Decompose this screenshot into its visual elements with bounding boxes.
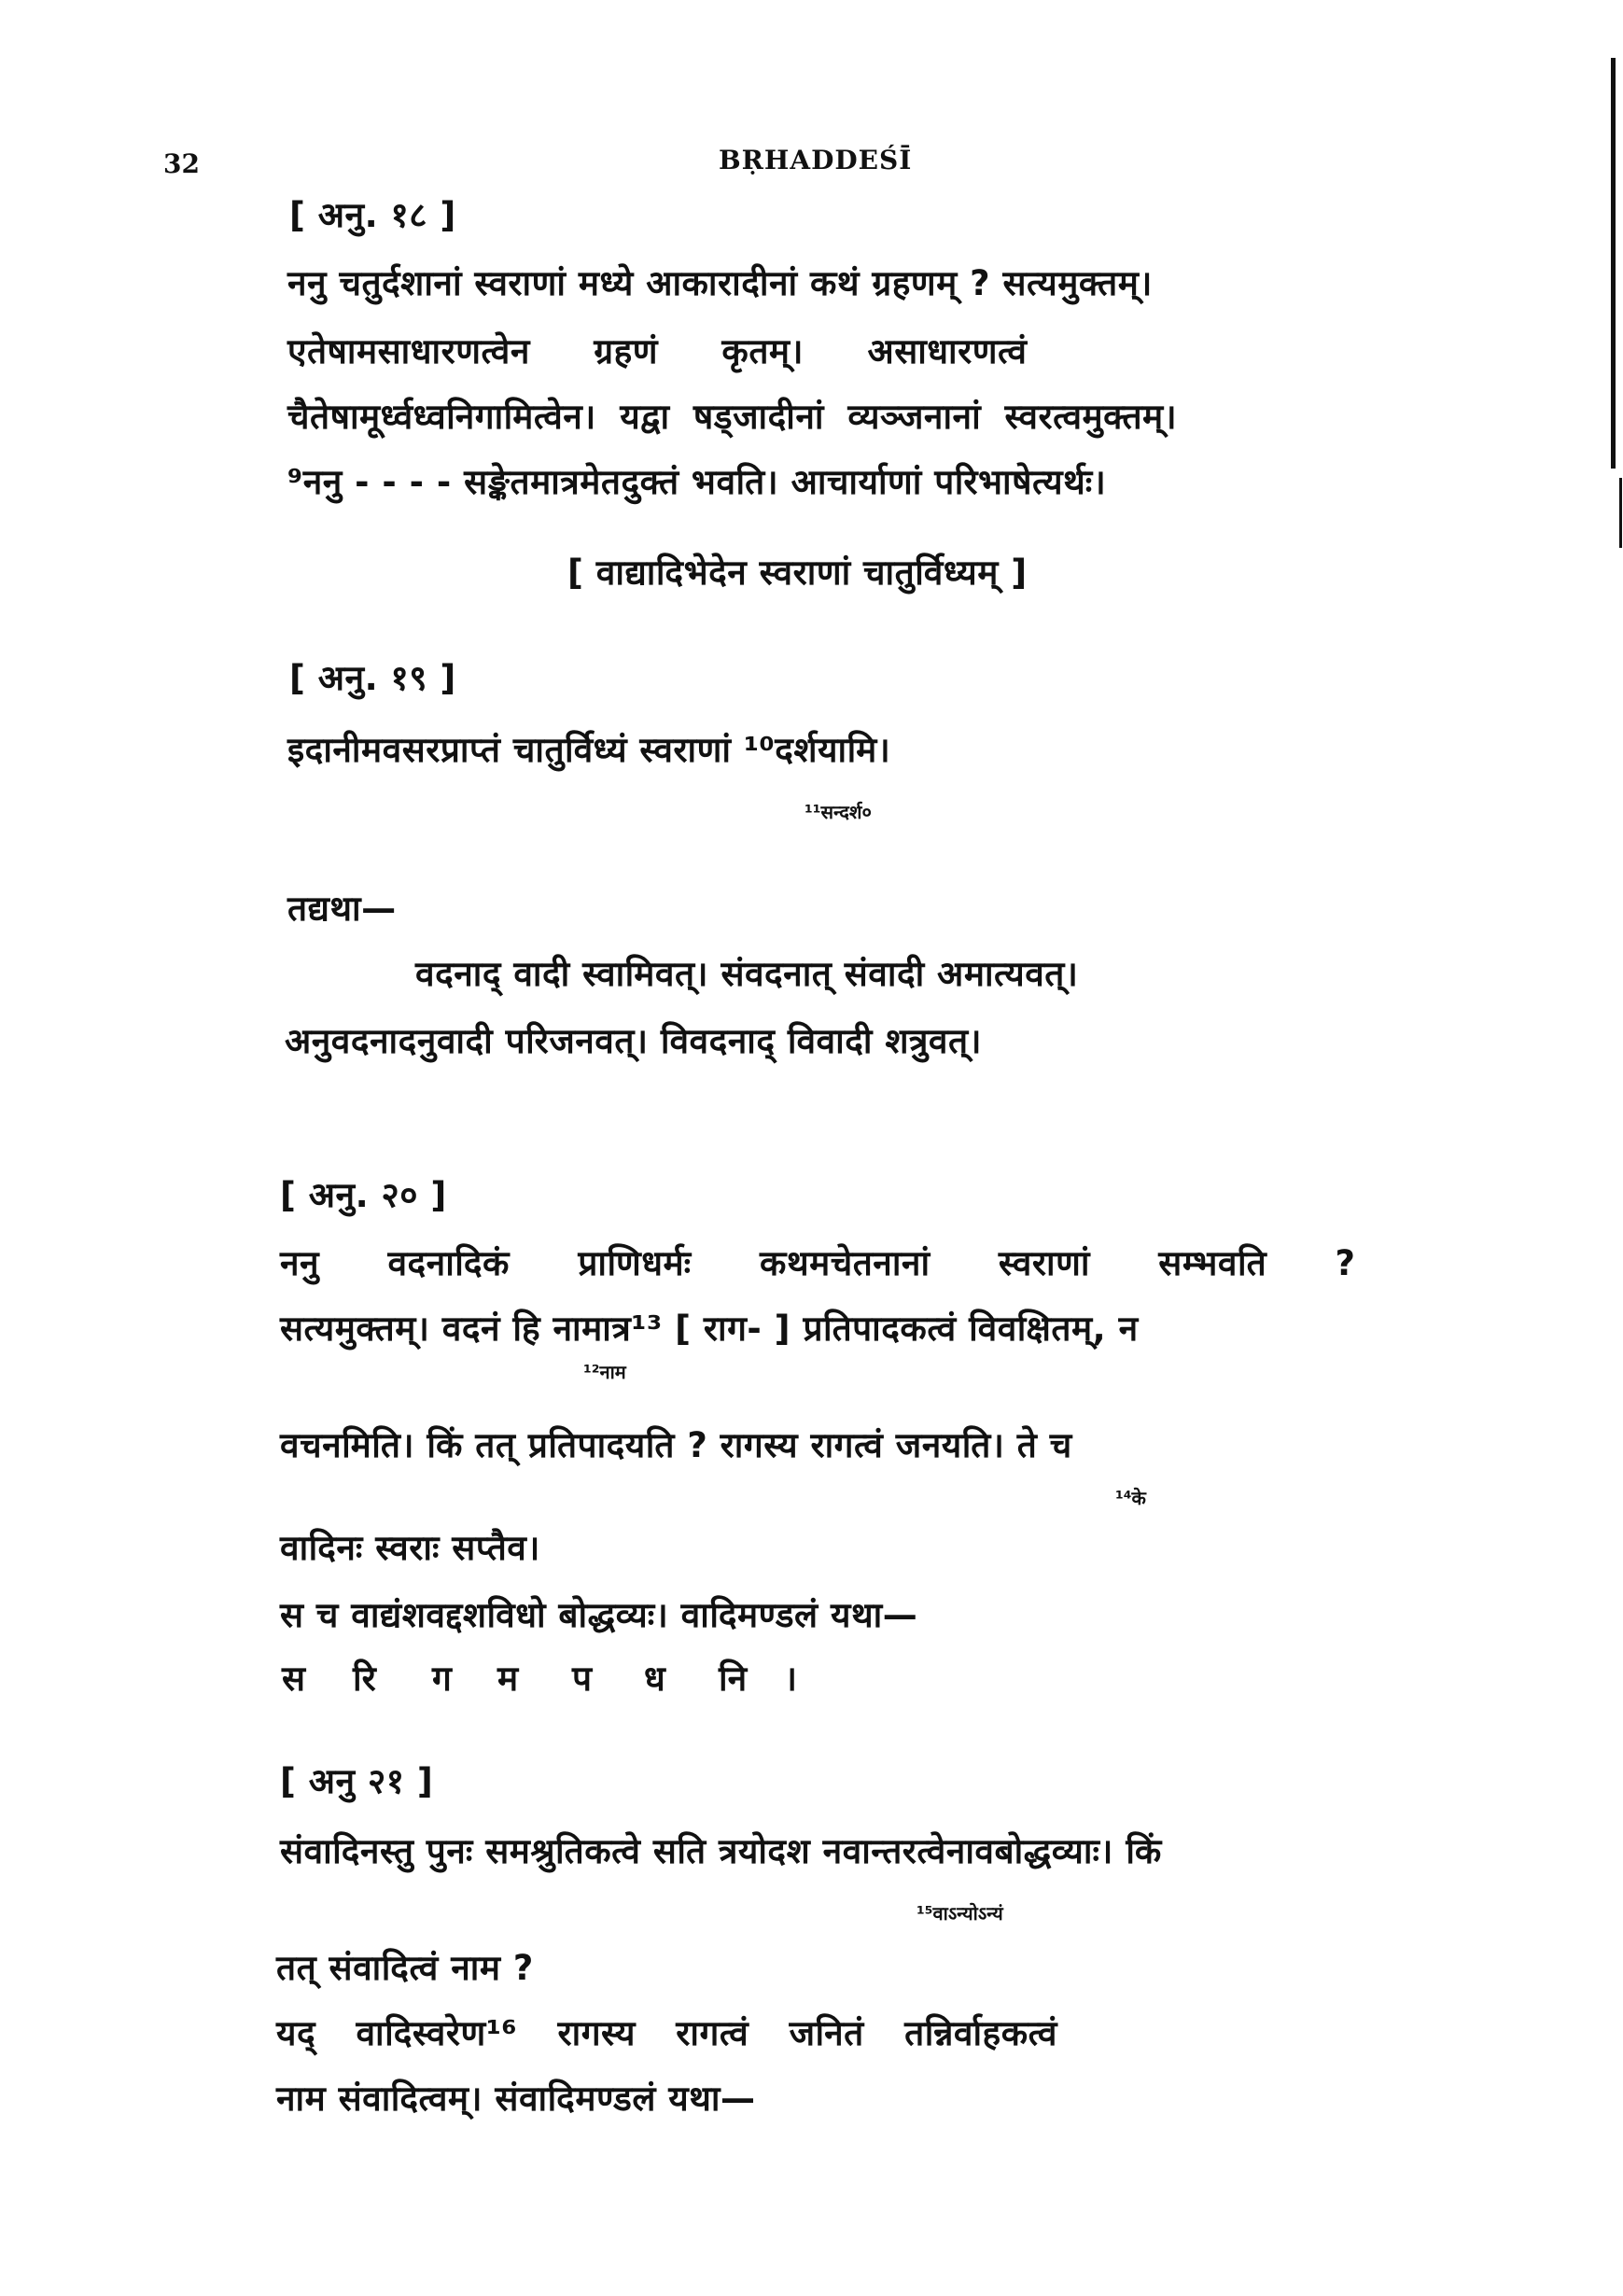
page-number: 32 (163, 148, 200, 179)
text-line: इदानीमवसरप्राप्तं चातुर्विध्यं स्वराणां ¹⁰दर्शयामि। (287, 730, 891, 770)
svara-note: । (784, 1659, 798, 1699)
verse-line: वदनाद् वादी स्वामिवत्। संवदनात् संवादी अमात्यवत्। (415, 954, 1079, 994)
svara-note: नि (719, 1659, 748, 1699)
section-heading-19: [ अनु. १९ ] (289, 658, 456, 698)
text-line: ⁹ननु - - - - सङ्केतमात्रमेतदुक्तं भवति। आचार्याणां परिभाषेत्यर्थः। (287, 462, 1107, 502)
text-line: वचनमिति। किं तत् प्रतिपादयति ? रागस्य रागत्वं जनयति। ते च (280, 1425, 1072, 1465)
text-line: सत्यमुक्तम्। वदनं हि नामात्र¹³ [ राग- ] प्रतिपादकत्वं विवक्षितम्, न (280, 1309, 1139, 1349)
svara-note: ग (432, 1659, 453, 1699)
margin-rule-upper (1611, 58, 1616, 469)
section-title: [ वाद्यादिभेदेन स्वराणां चातुर्विध्यम् ] (567, 553, 1028, 593)
text-line: चैतेषामूर्ध्वध्वनिगामित्वेन। यद्वा षड्जादीनां व्यञ्जनानां स्वरत्वमुक्तम्। (287, 397, 1178, 437)
text-line: नाम संवादित्वम्। संवादिमण्डलं यथा— (276, 2079, 756, 2119)
text-line: वादिनः स्वराः सप्तैव। (280, 1528, 540, 1568)
text-line: संवादिनस्तु पुनः समश्रुतिकत्वे सति त्रयोदश नवान्तरत्वेनावबोद्धव्याः। किं (280, 1831, 1162, 1871)
text-line: ननु चतुर्दशानां स्वराणां मध्ये आकारादीनां कथं ग्रहणम् ? सत्यमुक्तम्। (287, 263, 1153, 303)
text-line: यद् वादिस्वरेण¹⁶ रागस्य रागत्वं जनितं तन्निर्वाहकत्वं (276, 2013, 1058, 2053)
footnote-marker: ¹¹सन्दर्श० (805, 801, 872, 823)
svara-note: म (497, 1659, 519, 1699)
section-heading-18: [ अनु. १८ ] (289, 195, 456, 235)
svara-note: रि (353, 1659, 377, 1699)
text-line: एतेषामसाधारणत्वेन ग्रहणं कृतम्। असाधारणत्वं (287, 331, 1028, 371)
text-line: स च वाद्यंशवद्दशविधो बोद्धव्यः। वादिमण्डलं यथा— (280, 1595, 918, 1635)
running-head: BṚHADDEŚĪ (719, 145, 913, 175)
margin-rule-lower (1619, 478, 1622, 548)
section-heading-20: [ अनु. २० ] (280, 1175, 447, 1215)
footnote-marker: ¹⁴के (1115, 1487, 1146, 1509)
text-line: ननु वदनादिकं प्राणिधर्मः कथमचेतनानां स्वराणां सम्भवति ? (280, 1243, 1356, 1283)
text-line: तत् संवादित्वं नाम ? (276, 1948, 534, 1988)
footnote-marker: ¹⁵वाऽन्योऽन्यं (916, 1902, 1003, 1925)
text-line: तद्यथा— (287, 889, 397, 929)
svara-note: स (282, 1659, 306, 1699)
svara-note: ध (644, 1659, 666, 1699)
section-heading-21: [ अनु २१ ] (280, 1761, 434, 1801)
svara-note: प (572, 1659, 593, 1699)
text-line: अनुवदनादनुवादी परिजनवत्। विवदनाद् विवादी शत्रुवत्। (285, 1021, 983, 1061)
footnote-marker: ¹²नाम (583, 1361, 626, 1383)
